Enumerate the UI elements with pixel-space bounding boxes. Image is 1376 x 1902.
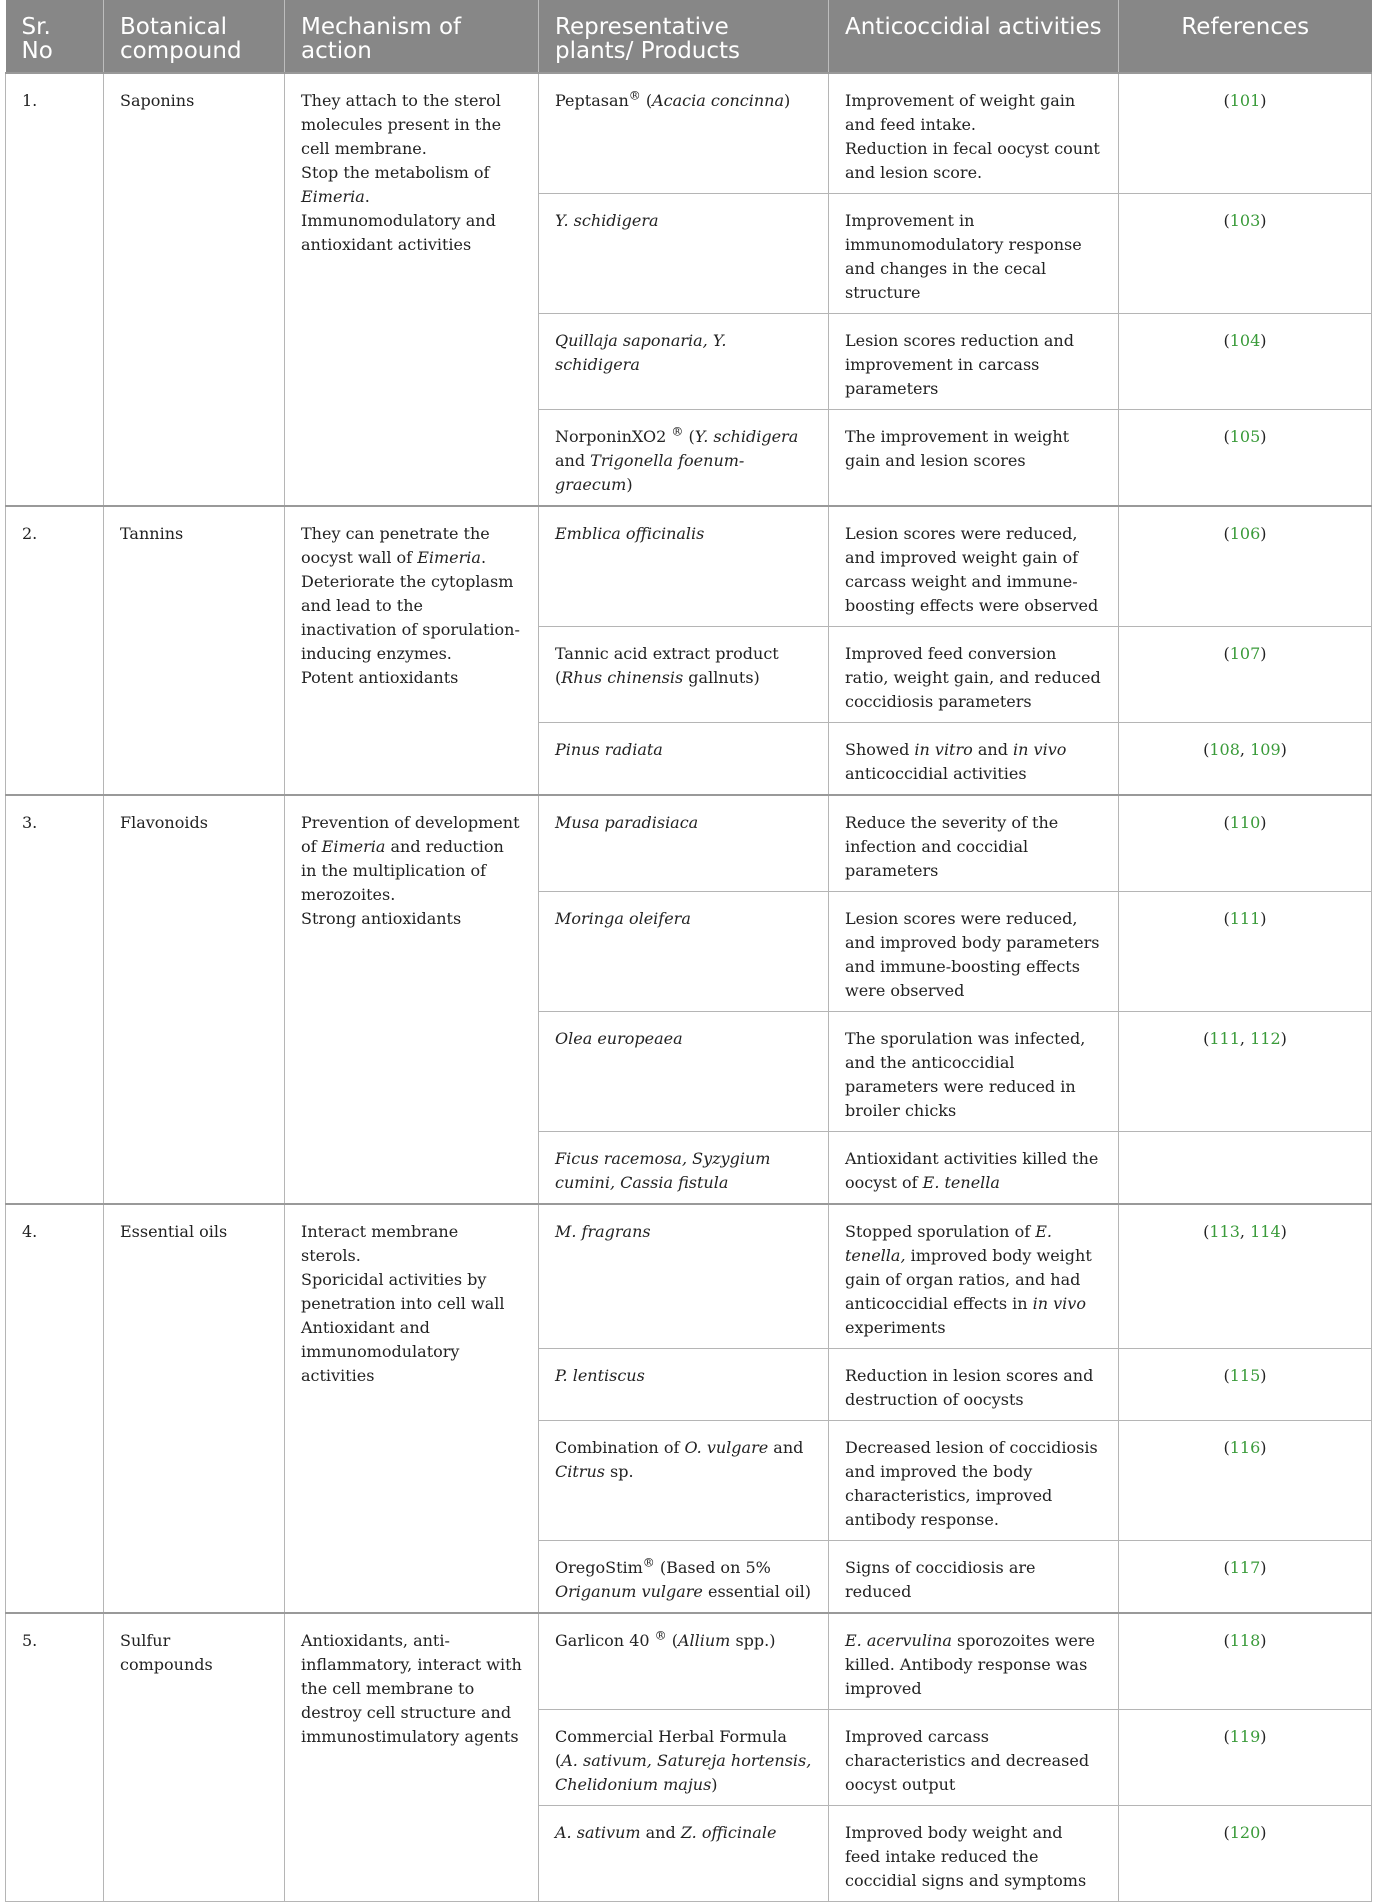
mechanism-cell: They can penetrate the oocyst wall of Eimeria. Deteriorate the cytoplasm and lead to the inactivation of sporulation-inducing enzymes. Potent antioxidants bbox=[285, 506, 539, 795]
reference-cell: (118) bbox=[1119, 1613, 1372, 1710]
header-row bbox=[6, 0, 1372, 73]
activity-cell: Showed in vitro and in vivo anticoccidial activities bbox=[829, 723, 1119, 796]
sr-no-cell: 2. bbox=[6, 506, 104, 795]
plant-cell: Quillaja saponaria, Y. schidigera bbox=[539, 314, 829, 410]
reference-cell: (113, 114) bbox=[1119, 1204, 1372, 1349]
header-mechanism: Mechanism of action bbox=[285, 0, 539, 73]
plant-cell: P. lentiscus bbox=[539, 1349, 829, 1421]
table-row bbox=[6, 73, 1372, 194]
citation-link[interactable]: 104 bbox=[1229, 331, 1261, 350]
citation-link[interactable]: 115 bbox=[1229, 1366, 1261, 1385]
header-anticoccidial-activities: Anticoccidial activities bbox=[829, 0, 1119, 73]
citation-link[interactable]: 105 bbox=[1229, 427, 1261, 446]
activity-cell: E. acervulina sporozoites were killed. Antibody response was improved bbox=[829, 1613, 1119, 1710]
compound-cell: Tannins bbox=[104, 506, 285, 795]
plant-cell: Moringa oleifera bbox=[539, 892, 829, 1012]
activity-cell: Lesion scores were reduced, and improved body parameters and immune-boosting effects were observed bbox=[829, 892, 1119, 1012]
compound-cell: Flavonoids bbox=[104, 795, 285, 1204]
activity-cell: Antioxidant activities killed the oocyst of E. tenella bbox=[829, 1132, 1119, 1205]
activity-cell: Improved feed conversion ratio, weight gain, and reduced coccidiosis parameters bbox=[829, 627, 1119, 723]
plant-cell: Emblica officinalis bbox=[539, 506, 829, 627]
citation-link[interactable]: 111 bbox=[1229, 909, 1261, 928]
citation-link[interactable]: 114 bbox=[1250, 1222, 1281, 1241]
citation-link[interactable]: 113 bbox=[1209, 1222, 1240, 1241]
plant-cell: Tannic acid extract product (Rhus chinensis gallnuts) bbox=[539, 627, 829, 723]
table-wrapper bbox=[5, 0, 1371, 1902]
activity-cell: Improved carcass characteristics and decreased oocyst output bbox=[829, 1710, 1119, 1806]
reference-cell: (104) bbox=[1119, 314, 1372, 410]
reference-cell: (106) bbox=[1119, 506, 1372, 627]
reference-cell: (115) bbox=[1119, 1349, 1372, 1421]
plant-cell: Commercial Herbal Formula (A. sativum, Satureja hortensis, Chelidonium majus) bbox=[539, 1710, 829, 1806]
reference-cell: (116) bbox=[1119, 1421, 1372, 1541]
activity-cell: Reduction in lesion scores and destruction of oocysts bbox=[829, 1349, 1119, 1421]
header-representative-plants: Representative plants/ Products bbox=[539, 0, 829, 73]
plant-cell: Peptasan® (Acacia concinna) bbox=[539, 73, 829, 194]
reference-cell: (101) bbox=[1119, 73, 1372, 194]
table-row bbox=[6, 795, 1372, 892]
plant-cell: Musa paradisiaca bbox=[539, 795, 829, 892]
reference-cell: (108, 109) bbox=[1119, 723, 1372, 796]
citation-link[interactable]: 119 bbox=[1229, 1727, 1261, 1746]
citation-link[interactable]: 111 bbox=[1209, 1029, 1240, 1048]
reference-cell: (117) bbox=[1119, 1541, 1372, 1614]
plant-cell: NorponinXO2 ® (Y. schidigera and Trigonella foenum-graecum) bbox=[539, 410, 829, 507]
citation-link[interactable]: 109 bbox=[1250, 740, 1281, 759]
citation-link[interactable]: 117 bbox=[1229, 1558, 1261, 1577]
citation-link[interactable]: 120 bbox=[1229, 1823, 1261, 1842]
sr-no-cell: 3. bbox=[6, 795, 104, 1204]
anticoccidial-table bbox=[5, 0, 1372, 1902]
citation-link[interactable]: 106 bbox=[1229, 524, 1261, 543]
compound-cell: Sulfur compounds bbox=[104, 1613, 285, 1902]
reference-cell: (105) bbox=[1119, 410, 1372, 507]
plant-cell: Combination of O. vulgare and Citrus sp. bbox=[539, 1421, 829, 1541]
citation-link[interactable]: 101 bbox=[1229, 91, 1261, 110]
mechanism-cell: Interact membrane sterols. Sporicidal activities by penetration into cell wall Antioxidant and immunomodulatory activities bbox=[285, 1204, 539, 1613]
citation-link[interactable]: 103 bbox=[1229, 211, 1261, 230]
sr-no-cell: 4. bbox=[6, 1204, 104, 1613]
activity-cell: Improved body weight and feed intake reduced the coccidial signs and symptoms bbox=[829, 1806, 1119, 1902]
activity-cell: The improvement in weight gain and lesion scores bbox=[829, 410, 1119, 507]
reference-cell: (103) bbox=[1119, 194, 1372, 314]
table-row bbox=[6, 506, 1372, 627]
mechanism-cell: Prevention of development of Eimeria and reduction in the multiplication of merozoites. Strong antioxidants bbox=[285, 795, 539, 1204]
reference-cell bbox=[1119, 1132, 1372, 1205]
citation-link[interactable]: 118 bbox=[1229, 1631, 1261, 1650]
activity-cell: Lesion scores were reduced, and improved weight gain of carcass weight and immune-boosting effects were observed bbox=[829, 506, 1119, 627]
activity-cell: Signs of coccidiosis are reduced bbox=[829, 1541, 1119, 1614]
citation-link[interactable]: 116 bbox=[1229, 1438, 1261, 1457]
compound-cell: Essential oils bbox=[104, 1204, 285, 1613]
citation-link[interactable]: 108 bbox=[1209, 740, 1240, 759]
plant-cell: M. fragrans bbox=[539, 1204, 829, 1349]
plant-cell: Y. schidigera bbox=[539, 194, 829, 314]
reference-cell: (110) bbox=[1119, 795, 1372, 892]
activity-cell: Decreased lesion of coccidiosis and improved the body characteristics, improved antibody response. bbox=[829, 1421, 1119, 1541]
reference-cell: (111) bbox=[1119, 892, 1372, 1012]
citation-link[interactable]: 107 bbox=[1229, 644, 1261, 663]
mechanism-cell: Antioxidants, anti-inflammatory, interact with the cell membrane to destroy cell structure and immunostimulatory agents bbox=[285, 1613, 539, 1902]
citation-link[interactable]: 112 bbox=[1250, 1029, 1281, 1048]
plant-cell: A. sativum and Z. officinale bbox=[539, 1806, 829, 1902]
sr-no-cell: 5. bbox=[6, 1613, 104, 1902]
plant-cell: Ficus racemosa, Syzygium cumini, Cassia fistula bbox=[539, 1132, 829, 1205]
header-botanical-compound: Botanical compound bbox=[104, 0, 285, 73]
sr-no-cell: 1. bbox=[6, 73, 104, 506]
plant-cell: Olea europeaea bbox=[539, 1012, 829, 1132]
compound-cell: Saponins bbox=[104, 73, 285, 506]
table-row bbox=[6, 1204, 1372, 1349]
plant-cell: Pinus radiata bbox=[539, 723, 829, 796]
activity-cell: Reduce the severity of the infection and coccidial parameters bbox=[829, 795, 1119, 892]
header-references: References bbox=[1119, 0, 1372, 73]
activity-cell: Improvement of weight gain and feed intake. Reduction in fecal oocyst count and lesion score. bbox=[829, 73, 1119, 194]
table-row bbox=[6, 1613, 1372, 1710]
mechanism-cell: They attach to the sterol molecules present in the cell membrane. Stop the metabolism of Eimeria. Immunomodulatory and antioxidant activities bbox=[285, 73, 539, 506]
plant-cell: Garlicon 40 ® (Allium spp.) bbox=[539, 1613, 829, 1710]
reference-cell: (119) bbox=[1119, 1710, 1372, 1806]
plant-cell: OregoStim® (Based on 5% Origanum vulgare essential oil) bbox=[539, 1541, 829, 1614]
header-sr-no: Sr. No bbox=[6, 0, 104, 73]
reference-cell: (111, 112) bbox=[1119, 1012, 1372, 1132]
activity-cell: The sporulation was infected, and the anticoccidial parameters were reduced in broiler chicks bbox=[829, 1012, 1119, 1132]
citation-link[interactable]: 110 bbox=[1229, 813, 1261, 832]
reference-cell: (120) bbox=[1119, 1806, 1372, 1902]
reference-cell: (107) bbox=[1119, 627, 1372, 723]
activity-cell: Lesion scores reduction and improvement in carcass parameters bbox=[829, 314, 1119, 410]
activity-cell: Stopped sporulation of E. tenella, improved body weight gain of organ ratios, and had anticoccidial effects in in vivo experiments bbox=[829, 1204, 1119, 1349]
activity-cell: Improvement in immunomodulatory response and changes in the cecal structure bbox=[829, 194, 1119, 314]
